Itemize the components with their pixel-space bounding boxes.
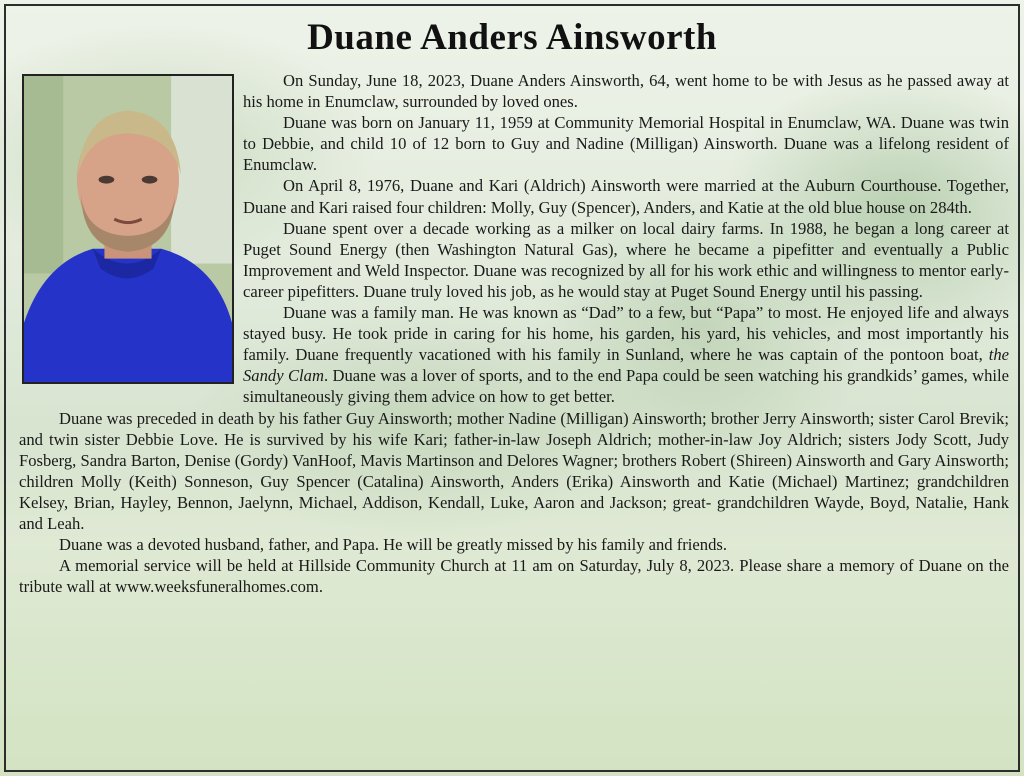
paragraph-devoted: Duane was a devoted husband, father, and Papa. He will be greatly missed by his family and friends. (59, 535, 727, 555)
obituary-title: Duane Anders Ainsworth (307, 17, 717, 58)
paragraph-career: Duane spent over a decade working as a milker on local dairy farms. In 1988, he began a long career at Puget Sound Energy (then Washington Natural Gas), where he became a pipefitter and eventually a Public Improvement and Weld Inspector. Duane was recognized by all for his work ethic and willingness to mentor early-career pipefitters. Duane truly loved his job, as he would stay at Puget Sound Energy until his passing. (243, 218, 1009, 301)
boat-name: the Sandy Clam (243, 345, 1009, 386)
family-text-before: Duane was a family man. He was known as “Dad” to a few, but “Papa” to most. He enjoyed life and always stayed busy. He took pride in caring for his home, his garden, his yard, his vehicles, and most importantly his family. Duane frequently vacationed with his family in Sunland, where he was captain of the pontoon boat, (243, 303, 1009, 365)
paragraph-marriage: On April 8, 1976, Duane and Kari (Aldrich) Ainsworth were married at the Auburn Courthouse. Together, Duane and Kari raised four children: Molly, Guy (Spencer), Anders, and Katie at the old blue house on 284th. (243, 176, 1009, 217)
photo-spacer (19, 70, 243, 390)
paragraph-survivors: Duane was preceded in death by his father Guy Ainsworth; mother Nadine (Milligan) Ainsworth; brother Jerry Ainsworth; sister Carol Brevik; and twin sister Debbie Love. He is survived by his wife Kari; father-in-law Joseph Aldrich; mother-in-law Joy Aldrich; sisters Jody Scott, Judy Fosberg, Sandra Barton, Denise (Gordy) VanHoof, Mavis Martinson and Delores Wagner; brothers Robert (Shireen) Ainsworth and Gary Ainsworth; children Molly (Keith) Sonneson, Guy Spencer (Catalina) Ainsworth, Anders (Erika) Ainsworth and Katie (Michael) Martinez; grandchildren Kelsey, Brian, Hayley, Bennon, Jaelynn, Michael, Addison, Kendall, Luke, Aaron and Jackson; great- grandchildren Wayde, Boyd, Natalie, Hank and Leah. (19, 408, 1009, 533)
paragraph-memorial: A memorial service will be held at Hillside Community Church at 11 am on Saturday, July 8, 2023. Please share a memory of Duane on the tribute wall at www.weeksfuneralhomes.com. (19, 556, 1009, 597)
obituary-body (19, 70, 1009, 597)
paragraph-birth: Duane was born on January 11, 1959 at Community Memorial Hospital in Enumclaw, WA. Duane was twin to Debbie, and child 10 of 12 born to Guy and Nadine (Milligan) Ainsworth. Duane was a lifelong resident of Enumclaw. (243, 113, 1009, 175)
family-text-after: . Duane was a lover of sports, and to the end Papa could be seen watching his grandkids’ games, while simultaneously giving them advice on how to get better. (243, 366, 1009, 407)
paragraph-death-announcement: On Sunday, June 18, 2023, Duane Anders Ainsworth, 64, went home to be with Jesus as he passed away at his home in Enumclaw, surrounded by loved ones. (243, 71, 1009, 112)
